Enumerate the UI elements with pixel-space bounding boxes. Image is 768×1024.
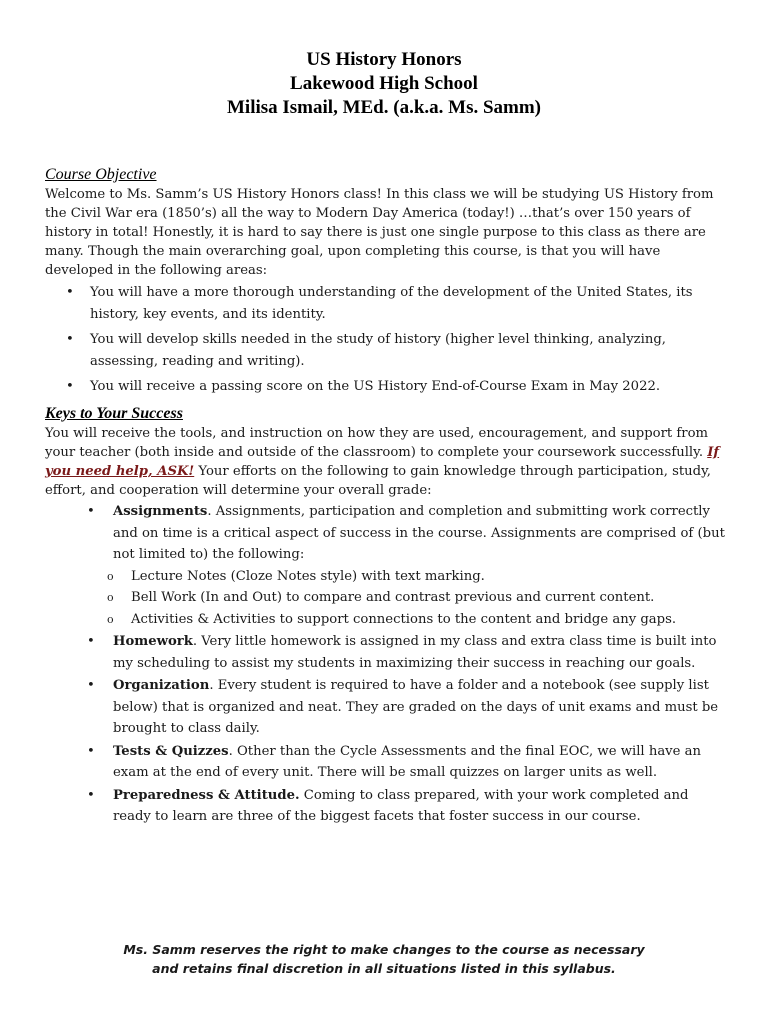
- objective-bullet: • You will develop skills needed in the study of history (higher level thinking, analyzing, assessing, reading and writing).: [45, 329, 725, 373]
- assignment-sub-item: o Lecture Notes (Cloze Notes style) with text marking.: [113, 566, 725, 588]
- bullet-dot-icon: •: [66, 332, 74, 347]
- course-objective-section: [45, 165, 725, 401]
- assignment-sub-item: o Activities & Activities to support connections to the content and bridge any gaps.: [113, 609, 725, 631]
- bullet-dot-icon: •: [87, 504, 95, 519]
- objective-bullet: • You will receive a passing score on the US History End-of-Course Exam in May 2022.: [45, 376, 725, 398]
- help-callout: If you need help, ASK!: [45, 445, 720, 479]
- bullet-dot-icon: •: [87, 787, 95, 803]
- bullet-dot-icon: •: [66, 379, 74, 394]
- hollow-bullet-icon: o: [107, 569, 114, 583]
- success-item-homework: • Homework. Very little homework is assigned in my class and extra class time is built into my scheduling to assist my students in maximizing their success in reaching our goals.: [45, 631, 725, 674]
- bullet-dot-icon: •: [87, 634, 95, 649]
- assignment-sub-item: o Bell Work (In and Out) to compare and contrast previous and current content.: [113, 587, 725, 609]
- objective-bullet: • You will have a more thorough understanding of the development of the United States, its history, key events, and its identity.: [45, 282, 725, 326]
- course-title: US History Honors: [306, 49, 462, 70]
- course-objective-heading: Course Objective: [45, 166, 157, 183]
- bullet-dot-icon: •: [87, 743, 95, 759]
- keys-intro: You will receive the tools, and instruction on how they are used, encouragement, and support from your teacher (both inside and outside of the classroom) to complete your coursework successfully. If you need help, ASK! Your efforts on the following to gain knowledge through participation, study, effort, and cooperation will determine your overall grade:: [45, 426, 720, 498]
- teacher-name: Milisa Ismail, MEd. (a.k.a. Ms. Samm): [226, 97, 542, 118]
- assignments-sub-list: [107, 566, 725, 631]
- disclaimer-line-1: Ms. Samm reserves the right to make changes to the course as necessary: [123, 942, 645, 957]
- success-items-list: [45, 501, 725, 828]
- bullet-dot-icon: •: [87, 678, 95, 693]
- keys-to-success-section: [45, 404, 725, 829]
- hollow-bullet-icon: o: [107, 612, 114, 626]
- keys-to-success-heading: Keys to Your Success: [45, 405, 183, 422]
- success-item-organization: • Organization. Every student is required to have a folder and a notebook (see supply list below) that is organized and neat. They are graded on the days of unit exams and must be brought to class daily.: [45, 675, 725, 740]
- success-item-tests-quizzes: • Tests & Quizzes. Other than the Cycle Assessments and the final EOC, we will have an exam at the end of every unit. There will be small quizzes on larger units as well.: [45, 741, 725, 784]
- course-objective-intro: Welcome to Ms. Samm’s US History Honors class! In this class we will be studying US History from the Civil War era (1850’s) all the way to Modern Day America (today!) …that’s over 150 years of history in total! Honestly, it is hard to say there is just one single purpose to this class as there are many. Though the main overarching goal, upon completing this course, is that you will have developed in the following areas:: [45, 187, 714, 278]
- success-item-preparedness: • Preparedness & Attitude. Coming to class prepared, with your work completed and ready to learn are three of the biggest facets that foster success in our course.: [45, 785, 725, 828]
- hollow-bullet-icon: o: [107, 591, 114, 604]
- objective-bullet-list: [45, 282, 725, 398]
- school-name: Lakewood High School: [290, 73, 478, 94]
- success-item-assignments: • Assignments. Assignments, participation and completion and submitting work correctly and on time is a critical aspect of success in the course. Assignments are comprised of (but not limited to) the following: o Lecture Notes (Cloze Notes style) with text marking. o Bell Work (In and Out) to compare and contrast previous and current content. o Activities & Activities to support connections to the content and bridge any gaps.: [45, 501, 725, 630]
- document-header: [0, 48, 768, 120]
- disclaimer-line-2: and retains final discretion in all situations listed in this syllabus.: [152, 961, 616, 976]
- syllabus-disclaimer: [0, 940, 768, 978]
- bullet-dot-icon: •: [66, 285, 74, 300]
